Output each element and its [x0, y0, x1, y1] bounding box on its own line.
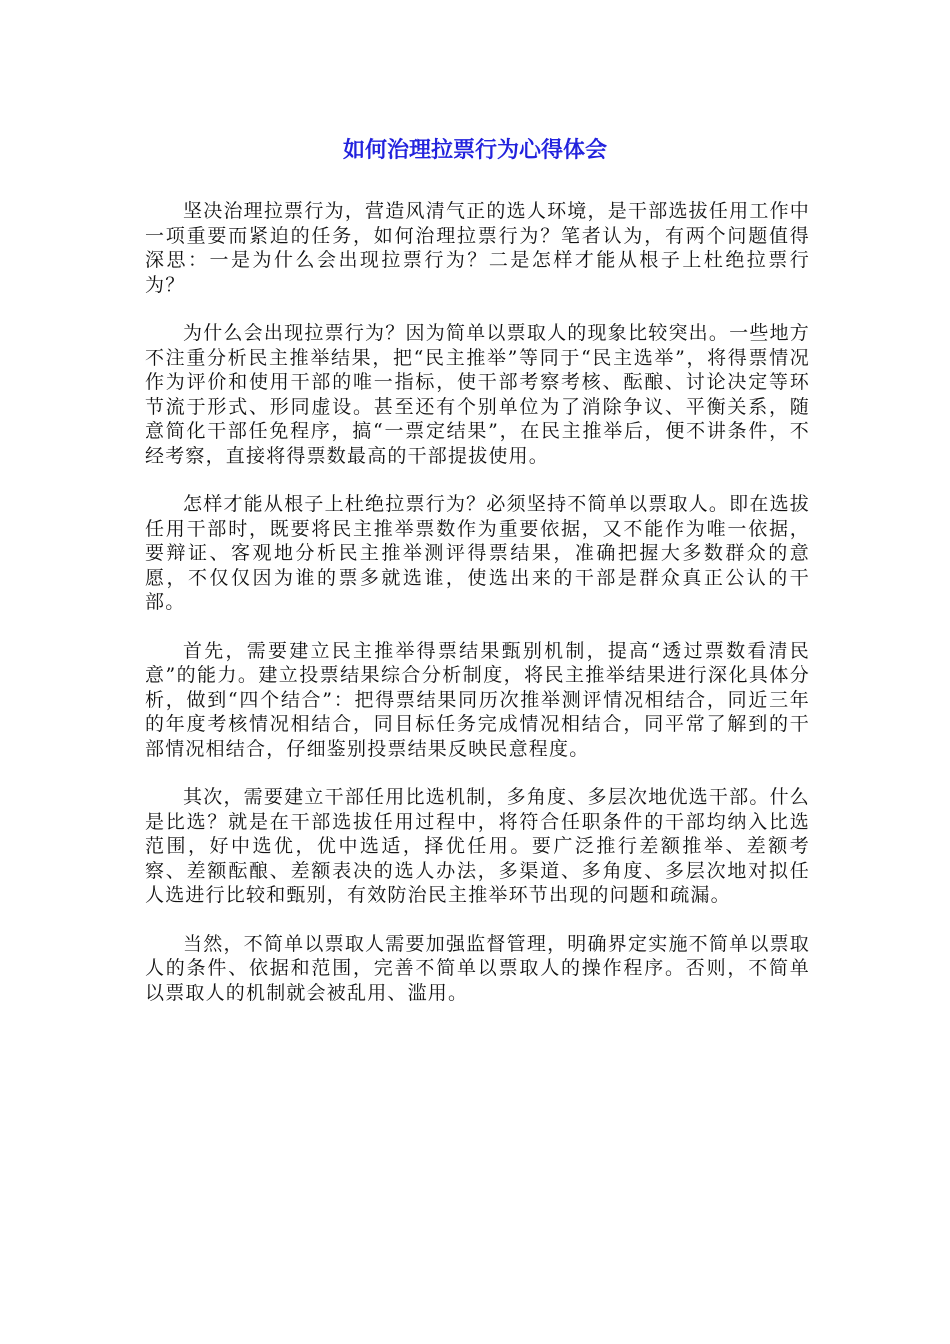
paragraph-3: 怎样才能从根子上杜绝拉票行为？必须坚持不简单以票取人。即在选拔任用干部时，既要将民主推举票数作为重要依据，又不能作为唯一依据，要辩证、客观地分析民主推举测评得票结果，准确把握大多数群众的意愿，不仅仅因为谁的票多就选谁，使选出来的干部是群众真正公认的干部。 — [145, 493, 810, 613]
document-title: 如何治理拉票行为心得体会 — [342, 138, 607, 163]
paragraph-5: 其次，需要建立干部任用比选机制，多角度、多层次地优选干部。什么是比选？就是在干部选拔任用过程中，将符合任职条件的干部均纳入比选范围，好中选优，优中选适，择优任用。要广泛推行差额推举、差额考察、差额酝酿、差额表决的选人办法，多渠道、多角度、多层次地对拟任人选进行比较和甄别，有效防治民主推举环节出现的问题和疏漏。 — [145, 786, 810, 906]
paragraph-1: 坚决治理拉票行为，营造风清气正的选人环境，是干部选拔任用工作中一项重要而紧迫的任务，如何治理拉票行为？笔者认为，有两个问题值得深思：一是为什么会出现拉票行为？二是怎样才能从根子上杜绝拉票行为？ — [145, 200, 810, 296]
paragraph-4: 首先，需要建立民主推举得票结果甄别机制，提高“透过票数看清民意”的能力。建立投票结果综合分析制度，将民主推举结果进行深化具体分析，做到“四个结合”：把得票结果同历次推举测评情况相结合，同近三年的年度考核情况相结合，同目标任务完成情况相结合，同平常了解到的干部情况相结合，仔细鉴别投票结果反映民意程度。 — [145, 639, 810, 760]
paragraph-6: 当然，不简单以票取人需要加强监督管理，明确界定实施不简单以票取人的条件、依据和范围，完善不简单以票取人的操作程序。否则，不简单以票取人的机制就会被乱用、滥用。 — [145, 932, 810, 1004]
paragraph-2: 为什么会出现拉票行为？因为简单以票取人的现象比较突出。一些地方不注重分析民主推举结果，把“民主推举”等同于“民主选举”，将得票情况作为评价和使用干部的唯一指标，使干部考察考核、酝酿、讨论决定等环节流于形式、形同虚设。甚至还有个别单位为了消除争议、平衡关系，随意简化干部任免程序，搞“一票定结果”，在民主推举后，便不讲条件，不经考察，直接将得票数最高的干部提拔使用。 — [145, 322, 810, 467]
document-body — [145, 199, 810, 1029]
